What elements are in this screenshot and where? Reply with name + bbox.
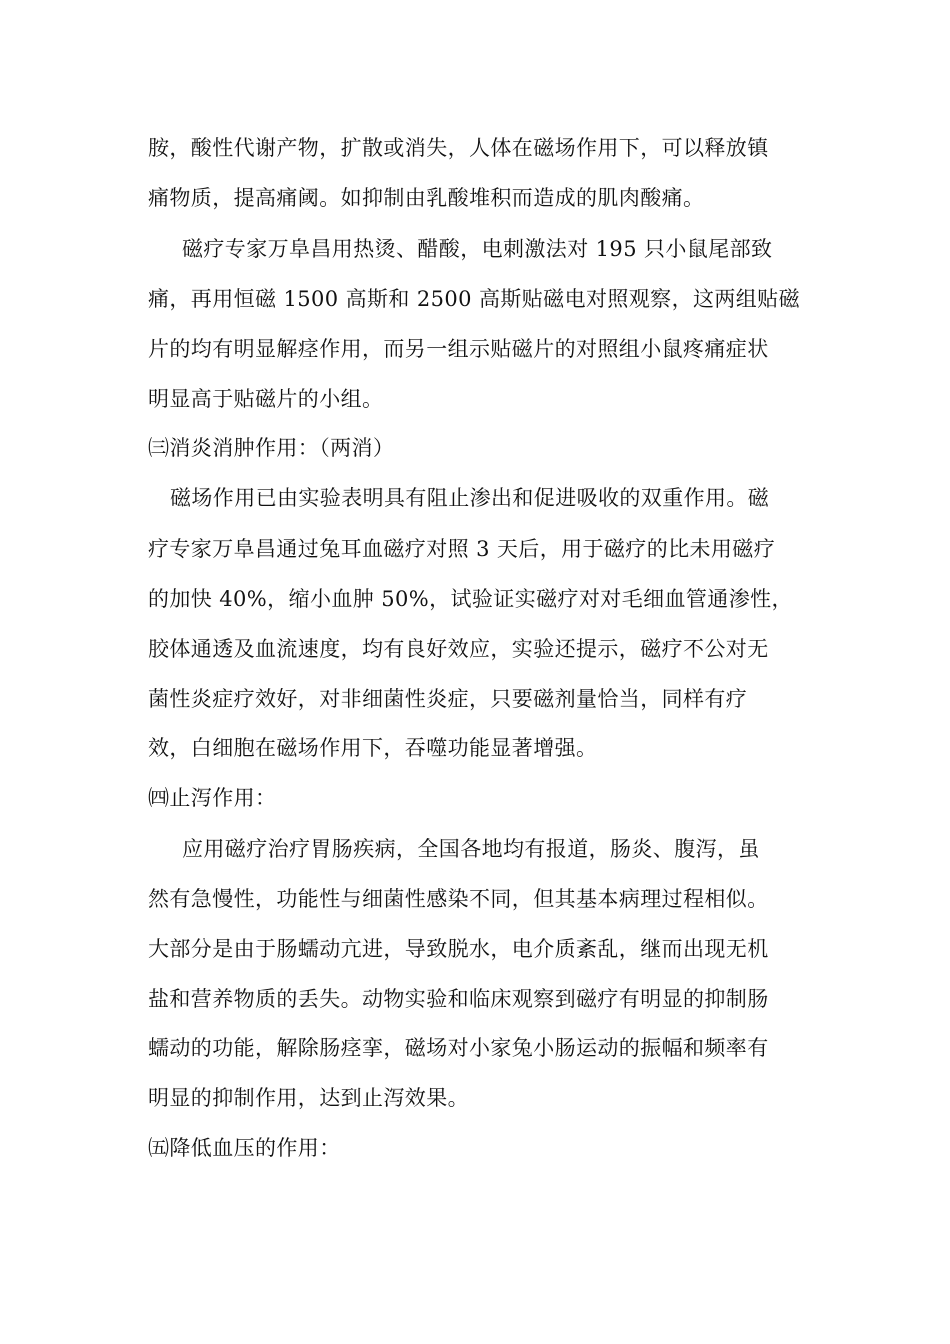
- text-line: 然有急慢性，功能性与细菌性感染不同，但其基本病理过程相似。: [148, 887, 769, 911]
- text-line: 蠕动的功能，解除肠痉挛，磁场对小家兔小肠运动的振幅和频率有: [148, 1036, 769, 1060]
- text-line: 疗专家万阜昌通过兔耳血磁疗对照 3 天后，用于磁疗的比未用磁疗: [148, 537, 776, 561]
- section-heading: ㈤降低血压的作用：: [148, 1136, 341, 1160]
- text-line: 胺，酸性代谢产物，扩散或消失，人体在磁场作用下，可以释放镇: [148, 136, 769, 160]
- text-line: 胶体通透及血流速度，均有良好效应，实验还提示，磁疗不公对无: [148, 637, 769, 661]
- text-line: 明显高于贴磁片的小组。: [148, 387, 384, 411]
- text-line: 明显的抑制作用，达到止泻效果。: [148, 1086, 469, 1110]
- text-line: 的加快 40%，缩小血肿 50%，试验证实磁疗对对毛细血管通渗性，: [148, 587, 793, 611]
- text-line: 大部分是由于肠蠕动亢进，导致脱水，电介质紊乱，继而出现无机: [148, 937, 769, 961]
- text-line: 菌性炎症疗效好，对非细菌性炎症，只要磁剂量恰当，同样有疗: [148, 687, 748, 711]
- text-line: 痛，再用恒磁 1500 高斯和 2500 高斯贴磁电对照观察，这两组贴磁: [148, 287, 800, 311]
- paragraph-start-line: 应用磁疗治疗胃肠疾病，全国各地均有报道，肠炎、腹泻，虽: [182, 837, 760, 861]
- paragraph-start-line: 磁场作用已由实验表明具有阻止渗出和促进吸收的双重作用。磁: [170, 486, 770, 510]
- text-line: 效，白细胞在磁场作用下，吞噬功能显著增强。: [148, 736, 598, 760]
- section-heading: ㈣止泻作用：: [148, 786, 277, 810]
- text-line: 片的均有明显解痉作用，而另一组示贴磁片的对照组小鼠疼痛症状: [148, 337, 769, 361]
- text-line: 痛物质，提高痛阈。如抑制由乳酸堆积而造成的肌肉酸痛。: [148, 186, 705, 210]
- section-heading: ㈢消炎消肿作用：（两消）: [148, 436, 395, 460]
- paragraph-start-line: 磁疗专家万阜昌用热烫、醋酸，电刺激法对 195 只小鼠尾部致: [182, 237, 773, 261]
- text-line: 盐和营养物质的丢失。动物实验和临床观察到磁疗有明显的抑制肠: [148, 987, 769, 1011]
